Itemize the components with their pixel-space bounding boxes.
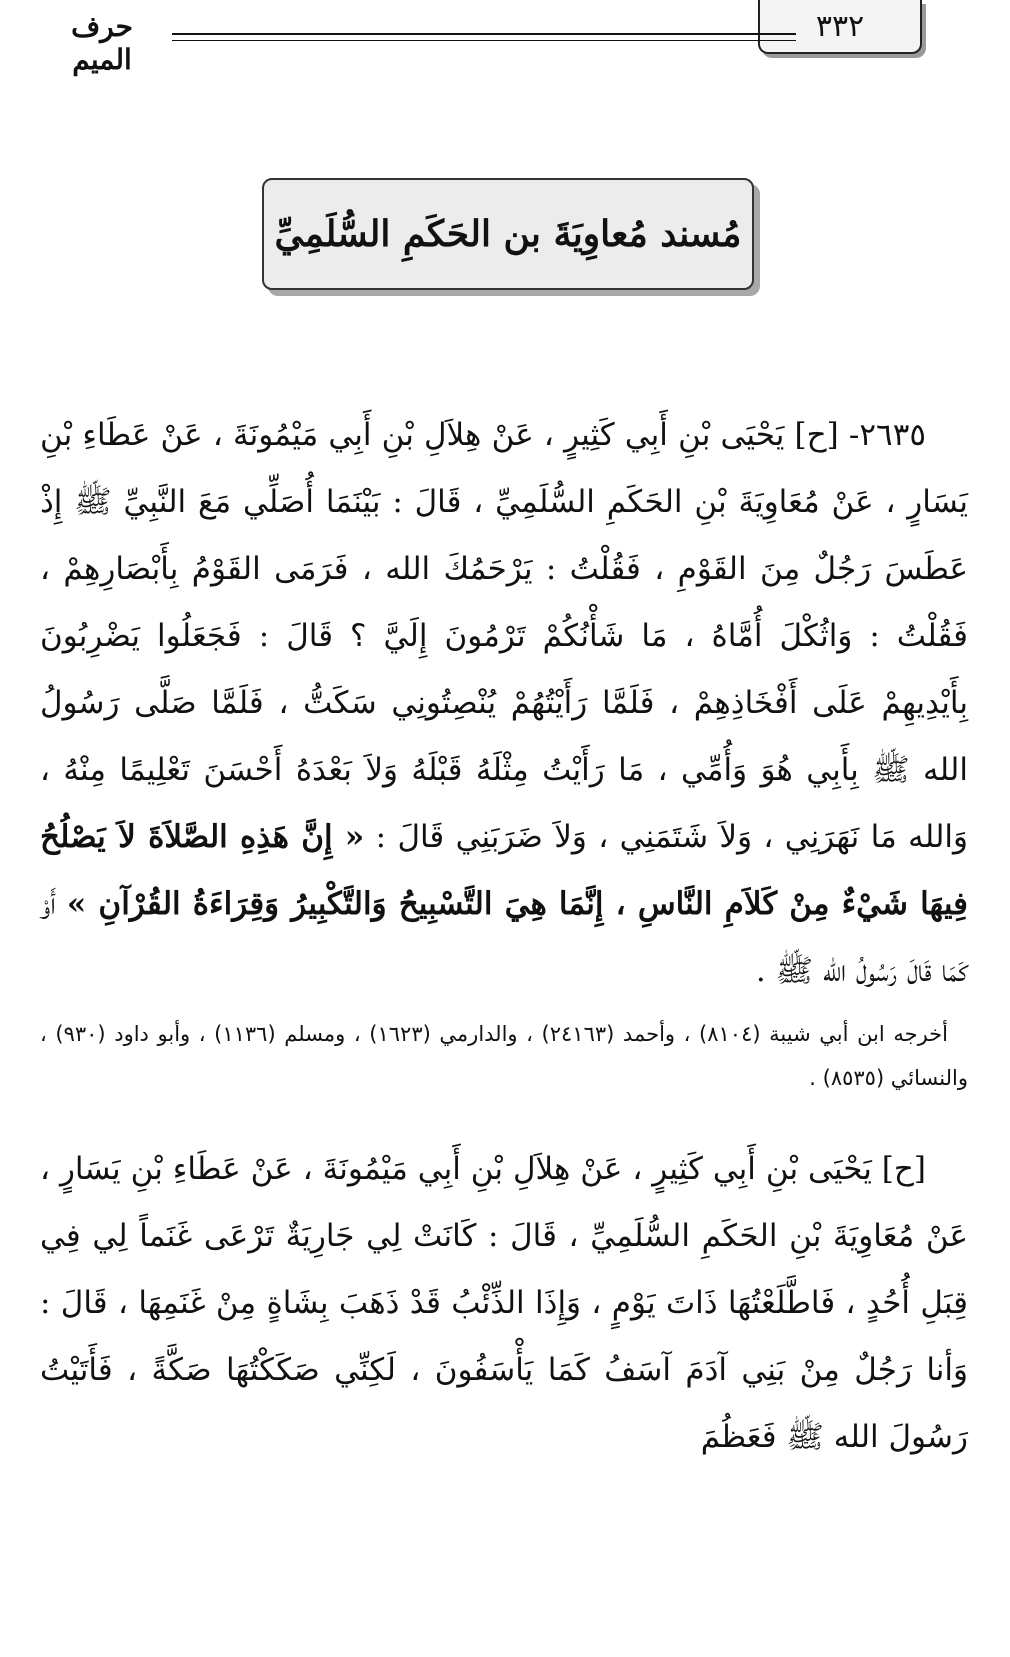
footnote-text: أخرجه ابن أبي شيبة (٨١٠٤) ، وأحمد (٢٤١٦٣) ، والدارمي (١٦٢٣) ، ومسلم (١١٣٦) ، وأبو داود (٩٣٠) ، والنسائي (٨٥٣٥) . [40,1022,968,1090]
running-head: حرف الميم [71,10,133,76]
section-title: مُسند مُعاوِيَةَ بن الحَكَمِ السُّلَمِيِّ [262,178,754,290]
hadith-2635 [40,402,968,1005]
hadith-text: ٢٦٣٥- [ح] يَحْيَى بْنِ أَبِي كَثِيرٍ ، عَنْ هِلاَلِ بْنِ أَبِي مَيْمُونَةَ ، عَنْ عَطَاءِ بْنِ يَسَارٍ ، عَنْ مُعَاوِيَةَ بْنِ الحَكَمِ السُّلَمِيِّ ، قَالَ : بَيْنَمَا أُصَلِّي مَعَ النَّبِيِّ ﷺ إِذْ عَطَسَ رَجُلٌ مِنَ القَوْمِ ، فَقُلْتُ : يَرْحَمُكَ الله ، فَرَمَى القَوْمُ بِأَبْصَارِهِمْ ، فَقُلْتُ : وَاثُكْلَ أُمَّاهُ ، مَا شَأْنُكُمْ تَرْمُونَ إِلَيَّ ؟ قَالَ : فَجَعَلُوا يَضْرِبُونَ بِأَيْدِيهِمْ عَلَى أَفْخَاذِهِمْ ، فَلَمَّا رَأَيْتُهُمْ يُنْصِتُونِي سَكَتُّ ، فَلَمَّا صَلَّى رَسُولُ الله ﷺ بِأَبِي هُوَ وَأُمِّي ، مَا رَأَيْتُ مِثْلَهُ قَبْلَهُ وَلاَ بَعْدَهُ أَحْسَنَ تَعْلِيمًا مِنْهُ ، وَالله مَا نَهَرَنِي ، وَلاَ شَتَمَنِي ، وَلاَ ضَرَبَنِي قَالَ : [40,417,968,855]
hadith-ending: أَوْ كَمَا قَالَ رَسُولُ الله ﷺ . [40,886,968,989]
hadith-paragraph: [ح] يَحْيَى بْنِ أَبِي كَثِيرٍ ، عَنْ هِلاَلِ بْنِ أَبِي مَيْمُونَةَ ، عَنْ عَطَاءِ بْنِ يَسَارٍ ، عَنْ مُعَاوِيَةَ بْنِ الحَكَمِ السُّلَمِيِّ ، قَالَ : كَانَتْ لِي جَارِيَةٌ تَرْعَى غَنَماً لِي فِي قِبَلِ أُحُدٍ ، فَاطَّلَعْتُهَا ذَاتَ يَوْمٍ ، وَإِذَا الذِّئْبُ قَدْ ذَهَبَ بِشَاةٍ مِنْ غَنَمِهَا ، قَالَ : وَأنا رَجُلٌ مِنْ بَنِي آدَمَ آسَفُ كَمَا يَأْسَفُونَ ، لَكِنِّي صَكَكْتُهَا صَكَّةً ، فَأَتَيْتُ رَسُولَ الله ﷺ فَعَظُمَ [40,1151,968,1455]
header-rule [172,33,796,41]
hadith-next [40,1136,968,1471]
prophetic-quote: « إِنَّ هَذِهِ الصَّلاَةَ لاَ يَصْلُحُ فِيهَا شَيْءٌ مِنْ كَلاَمِ النَّاسِ ، إِنَّمَا هِيَ التَّسْبِيحُ وَالتَّكْبِيرُ وَقِرَاءَةُ القُرْآنِ » [40,819,969,922]
hadith-paragraph [40,402,968,1005]
page-number: ٣٣٢ [758,0,922,54]
takhrij-footnote [40,1012,968,1100]
